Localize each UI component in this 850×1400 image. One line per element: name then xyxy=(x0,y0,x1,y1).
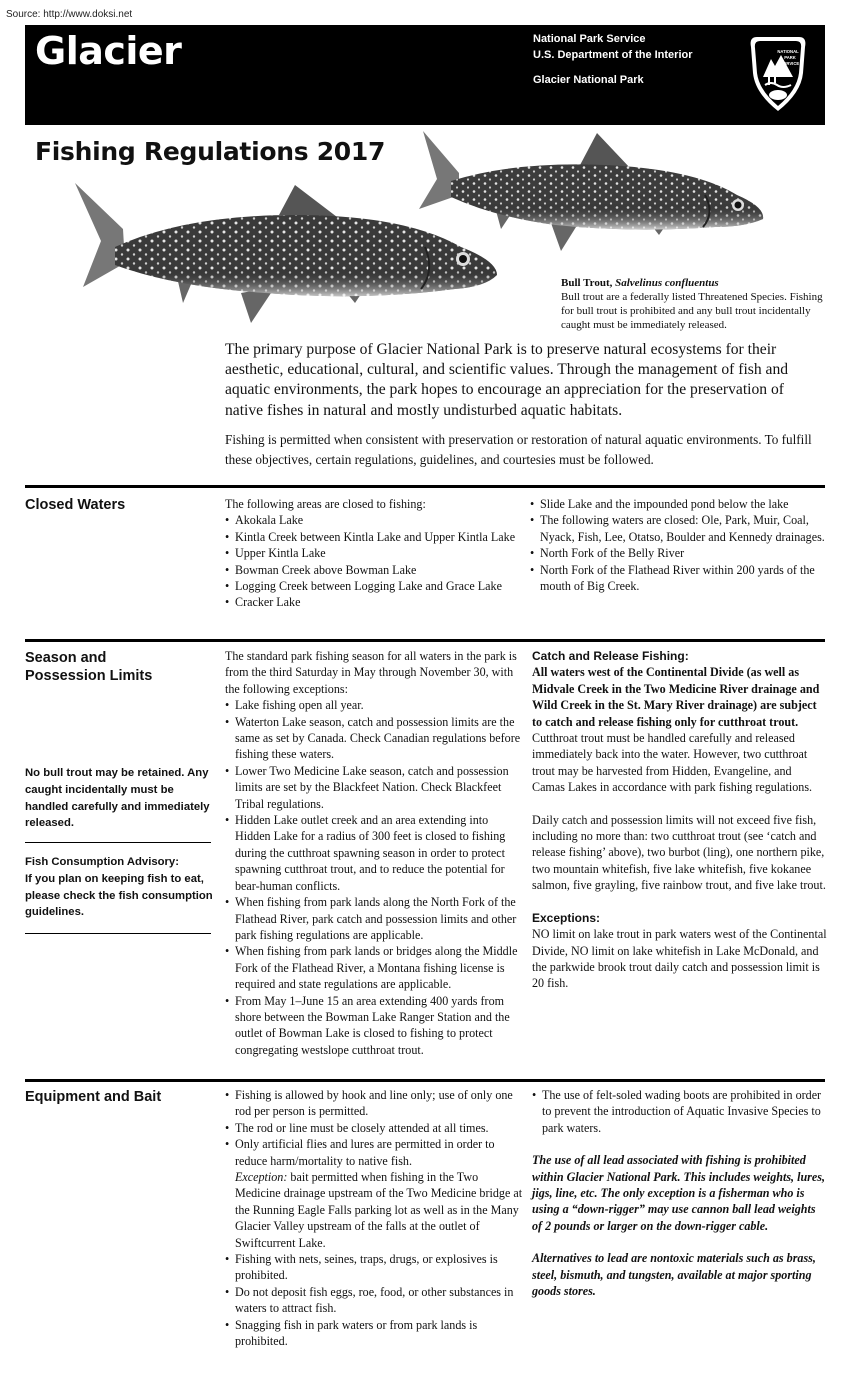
side-divider xyxy=(25,842,211,843)
caption-text: Bull trout are a federally listed Threatened Species. Fishing for bull trout is prohibited and any bull trout incidentally caught must be immediately released. xyxy=(561,291,823,331)
equipment-list xyxy=(225,1251,525,1349)
agency-block xyxy=(533,32,693,63)
season-exceptions-list xyxy=(225,697,525,1058)
caption-species-name: Salvelinus confluentus xyxy=(615,277,719,289)
logo-lettering: SERVICE xyxy=(780,61,800,66)
header-banner xyxy=(25,25,825,125)
list-item: • Only artificial flies and lures are permitted in order to reduce harm/mortality to native fish. xyxy=(225,1136,525,1169)
department-name: U.S. Department of the Interior xyxy=(533,48,693,61)
lead-alternatives-notice: Alternatives to lead are nontoxic materials such as brass, steel, bismuth, and tungsten, available at major sporting goods stores. xyxy=(532,1251,816,1299)
list-item: • When fishing from park lands or bridges along the Middle Fork of the Flathead River, a Montana fishing license is required and state regulations are applicable. xyxy=(225,943,525,992)
bait-exception-label: Exception: xyxy=(235,1170,288,1185)
consumption-advisory-title: Fish Consumption Advisory: xyxy=(25,856,179,868)
park-name: Glacier National Park xyxy=(533,74,644,86)
consumption-advisory xyxy=(25,854,213,921)
season-heading-line: Season and xyxy=(25,650,107,666)
side-divider xyxy=(25,933,211,934)
catch-release-heading: Catch and Release Fishing: xyxy=(532,649,689,663)
daily-limits: Daily catch and possession limits will not exceed five fish, including no more than: two cutthroat trout (see ‘catch and release fishing’ above), two burbot (ling), one northern pike, two mountain whitefish, five lake whitefish, five kokanee salmon, five grayling, five rainbow trout, and five lake trout. xyxy=(532,812,826,893)
agency-name: National Park Service xyxy=(533,33,646,45)
list-item: • Fishing is allowed by hook and line only; use of only one rod per person is permitted. xyxy=(225,1087,525,1120)
closed-waters-right-column xyxy=(530,496,825,594)
list-item: • Do not deposit fish eggs, roe, food, or other substances in waters to attract fish. xyxy=(225,1284,525,1317)
list-item: • When fishing from park lands along the North Fork of the Flathead River, park catch and possession limits and other park fishing regulations are applicable. xyxy=(225,894,525,943)
logo-lettering: NATIONAL xyxy=(777,49,799,54)
list-item: • Logging Creek between Logging Lake and Grace Lake xyxy=(225,578,525,594)
list-item: • The use of felt-soled wading boots are prohibited in order to prevent the introduction of Aquatic Invasive Species to park waters. xyxy=(532,1087,827,1136)
list-item: • Fishing with nets, seines, traps, drugs, or explosives is prohibited. xyxy=(225,1251,525,1284)
equipment-left-column xyxy=(225,1087,525,1350)
section-divider xyxy=(25,639,825,642)
list-item: • Waterton Lake season, catch and possession limits are the same as set by Canada. Check Canadian regulations before fishing these waters. xyxy=(225,714,525,763)
fish-caption xyxy=(561,276,831,332)
equipment-right-column xyxy=(532,1087,827,1299)
equipment-heading: Equipment and Bait xyxy=(25,1089,162,1105)
section-divider xyxy=(25,1079,825,1082)
closed-waters-list xyxy=(225,512,525,610)
equipment-list xyxy=(225,1087,525,1169)
caption-common-name: Bull Trout, xyxy=(561,277,613,289)
season-intro: The standard park fishing season for all waters in the park is from the third Saturday in May through November 30, with the following exceptions: xyxy=(225,649,517,696)
list-item: • North Fork of the Belly River xyxy=(530,545,825,561)
closed-waters-heading: Closed Waters xyxy=(25,497,126,513)
list-item: • Lower Two Medicine Lake season, catch and possession limits are set by the Blackfeet Nation. Check Blackfeet Tribal regulations. xyxy=(225,763,525,812)
exceptions-heading: Exceptions: xyxy=(532,910,601,925)
catch-release-rule: All waters west of the Continental Divide (as well as Midvale Creek in the Two Medicine River drainage and Wild Creek in the St. Mary River drainage) are subject to catch and release fishing only for cutthroat trout. xyxy=(532,665,820,729)
closed-waters-list xyxy=(530,496,825,594)
bait-exception-text: bait permitted when fishing in the Two Medicine drainage upstream of the Two Medicine bridge at the Running Eagle Falls parking lot as well as in the Many Glacier Valley upstream of the falls at the outlet of Swiftcurrent Lake. xyxy=(235,1170,523,1250)
bull-trout-note: No bull trout may be retained. Any caught incidentally must be handled carefully and immediately released. xyxy=(25,767,210,830)
intro-lead: The primary purpose of Glacier National Park is to preserve natural ecosystems for their aesthetic, educational, cultural, and scientific values. Through the management of fish and aquatic environments, the park hopes to encourage an appreciation for the preservation of native fishes in natural and mostly undisturbed aquatic habitats. xyxy=(225,341,789,419)
list-item: • Bowman Creek above Bowman Lake xyxy=(225,562,525,578)
catch-release-text: Cutthroat trout must be handled carefully and released immediately back into the water. However, two cutthroat trout may be harvested from Hidden, Evangeline, and Camas Lakes in accordance with park fishing regulations. xyxy=(532,731,813,795)
list-item: • Kintla Creek between Kintla Lake and Upper Kintla Lake xyxy=(225,529,525,545)
closed-waters-left-column xyxy=(225,496,525,611)
list-item: • Lake fishing open all year. xyxy=(225,697,525,713)
list-item: • The following waters are closed: Ole, Park, Muir, Coal, Nyack, Fish, Lee, Otatso, Boulder and Kennedy drainages. xyxy=(530,512,825,545)
bait-exception xyxy=(225,1169,525,1251)
nps-arrowhead-logo xyxy=(747,33,809,113)
list-item: • From May 1–June 15 an area extending 400 yards from shore between the Bowman Lake Ranger Station and the outlet of Bowman Lake is closed to fishing to protect congregating westslope cutthroat trout. xyxy=(225,993,525,1059)
exceptions-text: NO limit on lake trout in park waters west of the Continental Divide, NO limit on lake whitefish in Lake McDonald, and the parkwide brook trout daily catch and possession limit is 20 fish. xyxy=(532,927,827,991)
season-heading-line: Possession Limits xyxy=(25,668,153,684)
park-title: Glacier xyxy=(35,29,182,73)
source-note: Source: http://www.doksi.net xyxy=(6,9,133,20)
bull-trout-illustration xyxy=(405,125,770,260)
list-item: • Snagging fish in park waters or from park lands is prohibited. xyxy=(225,1317,525,1350)
season-right-column xyxy=(532,648,827,992)
list-item: • The rod or line must be closely attended at all times. xyxy=(225,1120,525,1136)
consumption-advisory-text: If you plan on keeping fish to eat, please check the fish consumption guidelines. xyxy=(25,872,213,919)
list-item: • Cracker Lake xyxy=(225,594,525,610)
lead-prohibition-notice: The use of all lead associated with fishing is prohibited within Glacier National Park. This includes weights, lures, jigs, line, etc. The only exception is a fisherman who is using a “down-rigger” may use cannon ball lead weights of 2 pounds or larger on the down-rigger cable. xyxy=(532,1153,825,1233)
list-item: • Hidden Lake outlet creek and an area extending into Hidden Lake for a radius of 300 feet is closed to fishing during the cutthroat spawning season in order to protect spawning cutthroat trout, and to reduce the potential for bear-human conflicts. xyxy=(225,812,525,894)
season-heading xyxy=(25,649,152,685)
section-divider xyxy=(25,485,825,488)
page-title: Fishing Regulations 2017 xyxy=(35,137,386,166)
list-item: • Slide Lake and the impounded pond below the lake xyxy=(530,496,825,512)
list-item: • Upper Kintla Lake xyxy=(225,545,525,561)
list-item: • Akokala Lake xyxy=(225,512,525,528)
season-left-column xyxy=(225,648,525,1058)
closed-waters-intro: The following areas are closed to fishing: xyxy=(225,497,426,511)
intro-body: Fishing is permitted when consistent with preservation or restoration of natural aquatic environments. To fulfill these objectives, certain regulations, guidelines, and courtesies must be followed. xyxy=(225,432,812,467)
list-item: • North Fork of the Flathead River within 200 yards of the mouth of Big Creek. xyxy=(530,562,825,595)
logo-lettering: PARK xyxy=(784,55,796,60)
